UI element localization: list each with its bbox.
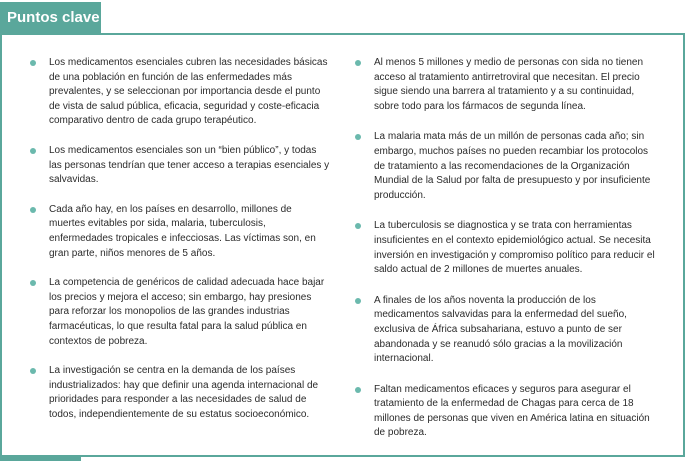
list-item-text: Cada año hay, en los países en desarrollo, millones de muertes evitables por sida, malaria, tuberculosis, enfermedades tropicales e infecciosas. Las víctimas son, en gran parte, niños menores de 5 años. xyxy=(49,203,316,259)
accent-strip xyxy=(0,455,81,461)
bullet-icon xyxy=(30,207,36,213)
list-item xyxy=(355,219,660,277)
bullet-icon xyxy=(355,134,361,140)
list-item-text: Los medicamentos esenciales cubren las necesidades básicas de una población en función de las enfermedades más prevalentes, y se seleccionan por importancia desde el punto de vista de salud pública, eficacia, seguridad y coste-eficacia comparativo dentro de cada grupo terapéutico. xyxy=(49,57,328,127)
right-column-list xyxy=(355,56,660,457)
bullet-icon xyxy=(30,280,36,286)
list-item-text: La malaria mata más de un millón de personas cada año; sin embargo, muchos países no pueden recambiar los protocolos de tratamiento a las recomendaciones de la Organización Mundial de la Salud por falta de presupuesto y por insuficiente producción. xyxy=(374,131,651,201)
bullet-icon xyxy=(30,368,36,374)
section-title: Puntos clave xyxy=(0,2,101,33)
list-item-text: Faltan medicamentos eficaces y seguros para asegurar el tratamiento de la enfermedad de Chagas para cerca de 18 millones de personas que viven en América latina en situación de pobreza. xyxy=(374,383,650,439)
left-column-list xyxy=(30,56,330,437)
list-item xyxy=(30,56,330,129)
bullet-icon xyxy=(355,387,361,393)
list-item xyxy=(30,276,330,349)
list-item-text: La tuberculosis se diagnostica y se trata con herramientas insuficientes en el contexto epidemiológico actual. Se necesita inversión en investigación y compromiso político para reducir el saldo actual de 2 millones de muertes anuales. xyxy=(374,220,655,276)
list-item-text: La competencia de genéricos de calidad adecuada hace bajar los precios y mejora el acceso; sin embargo, hay presiones para reforzar los monopolios de las grandes industrias farmacéuticas, lo que resulta fatal para la salud pública en contextos de pobreza. xyxy=(49,277,325,347)
bullet-icon xyxy=(355,60,361,66)
bullet-icon xyxy=(355,223,361,229)
list-item xyxy=(355,130,660,203)
list-item xyxy=(355,383,660,441)
list-item xyxy=(30,364,330,422)
list-item xyxy=(355,294,660,367)
list-item xyxy=(355,56,660,114)
list-item xyxy=(30,203,330,261)
list-item-text: A finales de los años noventa la producción de los medicamentos salvavidas para la enfermedad del sueño, exclusiva de África subsahariana, estuvo a punto de ser abandonada y se reanudó sólo gracias a la movilización internacional. xyxy=(374,294,627,365)
list-item-text: Al menos 5 millones y medio de personas con sida no tienen acceso al tratamiento antirretroviral que necesitan. El precio sigue siendo una barrera al tratamiento y a su continuidad, sobre todo para los fármacos de segunda línea. xyxy=(374,57,644,112)
bullet-icon xyxy=(30,148,36,154)
bullet-icon xyxy=(30,60,36,66)
list-item-text: Los medicamentos esenciales son un “bien público”, y todas las personas tendrían que tener acceso a terapias esenciales y salvavidas. xyxy=(49,144,330,186)
list-item-text: La investigación se centra en la demanda de los países industrializados: hay que definir una agenda internacional de prioridades para responder a las necesidades de salud de todos, independientemente de su estatus socioeconómico. xyxy=(49,365,319,420)
list-item xyxy=(30,144,330,188)
bullet-icon xyxy=(355,298,361,304)
